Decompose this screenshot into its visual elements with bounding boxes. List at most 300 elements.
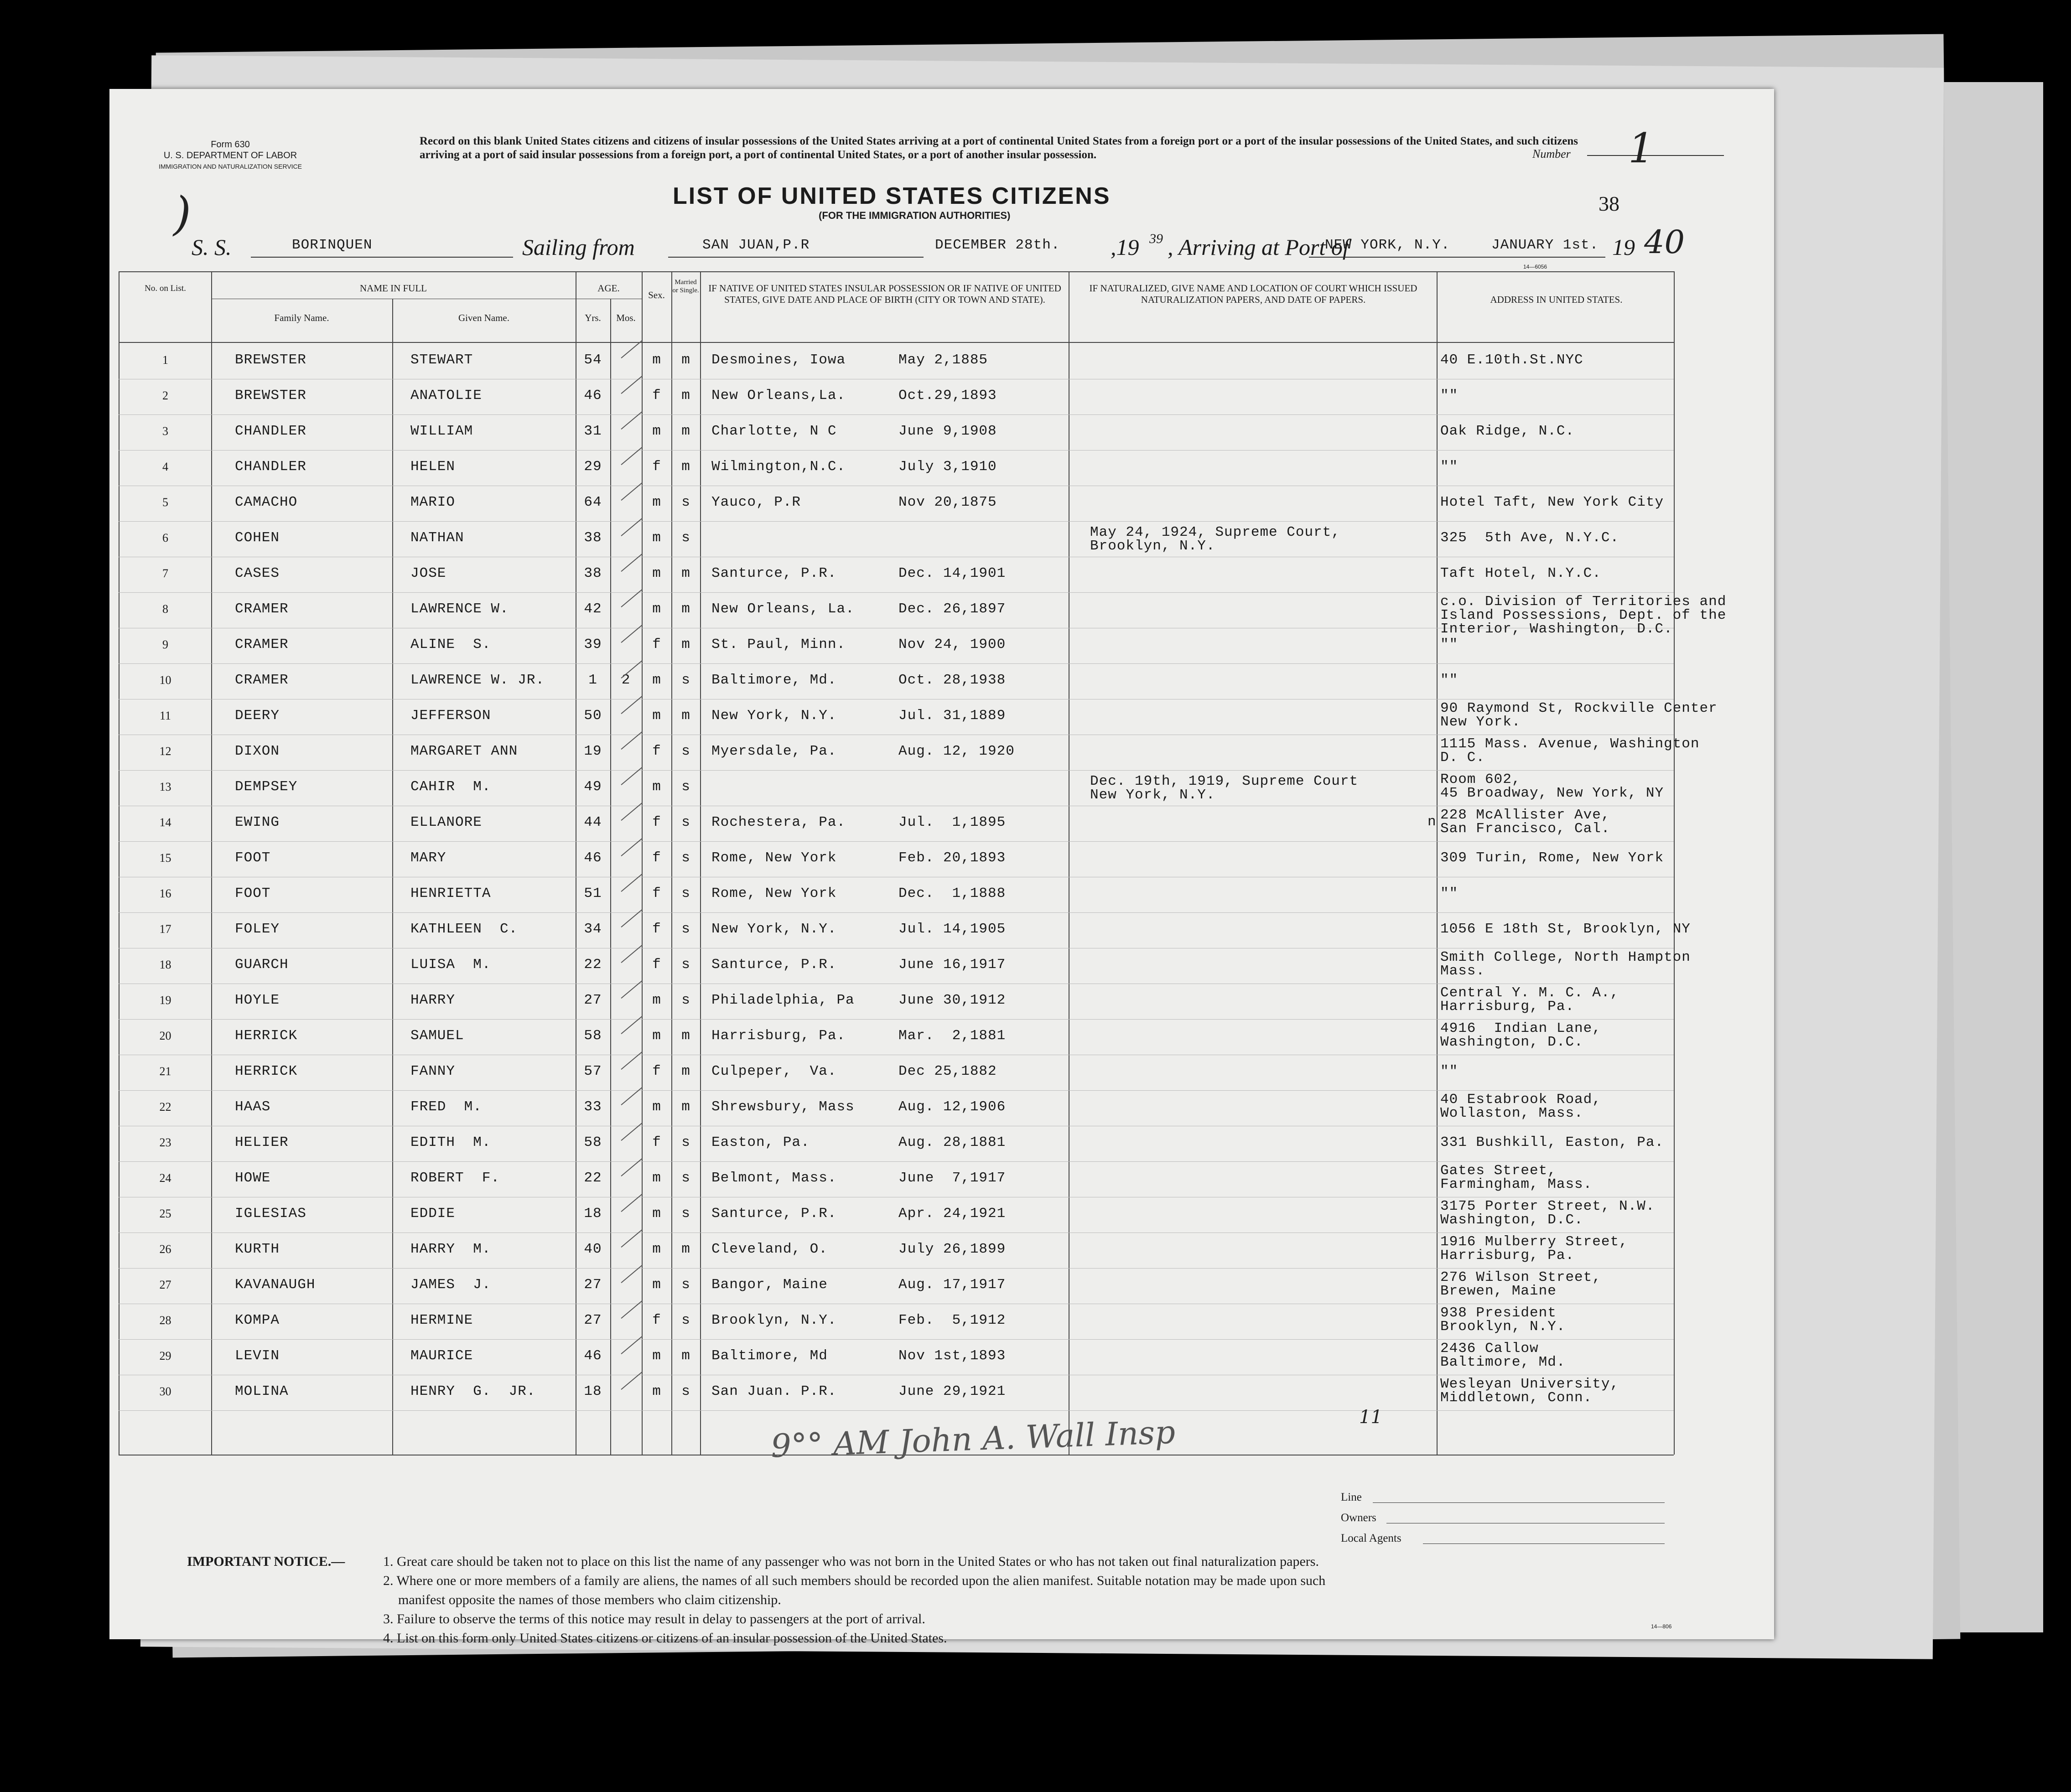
cell-addr: 2436 Callow Baltimore, Md. [1440,1341,1566,1370]
cell-yrs: 58 [584,1028,602,1044]
check-tick [621,945,642,963]
header-family-name: Family Name. [274,312,329,323]
header-bottom-rule [119,342,1674,343]
cell-addr: Gates Street, Farmingham, Mass. [1440,1163,1593,1192]
cell-given: HENRY G. JR. [410,1383,536,1399]
cell-ms: s [681,672,690,688]
col-rule [671,271,672,1455]
cell-sex: f [652,886,661,901]
cell-family: GUARCH [235,957,289,973]
cell-sex: m [652,494,661,510]
cell-no: 10 [159,673,171,687]
cell-family: KAVANAUGH [235,1277,316,1293]
cell-date: June 29,1921 [898,1383,1006,1399]
cell-yrs: 27 [584,1277,602,1293]
cell-nat: May 24, 1924, Supreme Court, Brooklyn, N.Y. [1090,524,1340,554]
cell-family: KURTH [235,1241,280,1257]
cell-no: 3 [162,425,168,438]
agents-underline [1423,1543,1665,1544]
cell-family: FOLEY [235,921,280,937]
row-rule [119,1410,1674,1411]
check-tick [621,838,642,856]
row-rule [119,414,1674,415]
cell-ms: m [681,1348,690,1364]
cell-place: St. Paul, Minn. [711,637,846,653]
check-tick [621,1016,642,1034]
cell-family: DIXON [235,743,280,759]
cell-no: 5 [162,496,168,509]
header-address: ADDRESS IN UNITED STATES. [1490,294,1623,305]
cell-ms: s [681,1170,690,1186]
cell-given: KATHLEEN C. [410,921,518,937]
check-tick [621,1194,642,1212]
cell-sex: m [652,601,661,617]
cell-date: Jul. 14,1905 [898,921,1006,937]
cell-date: Aug. 28,1881 [898,1134,1006,1150]
row-rule [119,663,1674,664]
cell-addr: 40 Estabrook Road, Wollaston, Mass. [1440,1092,1601,1121]
cell-ms: s [681,850,690,866]
row-rule [119,521,1674,522]
cell-family: CRAMER [235,601,289,617]
cell-date: Aug. 12,1906 [898,1099,1006,1115]
cell-sex: m [652,1206,661,1222]
cell-no: 16 [159,887,171,900]
check-tick [621,554,642,572]
cell-date: Nov 1st,1893 [898,1348,1006,1364]
cell-no: 22 [159,1100,171,1114]
number-label: Number [1532,147,1571,161]
cell-place: Belmont, Mass. [711,1170,837,1186]
cell-sex: m [652,708,661,724]
row-rule [119,592,1674,593]
cell-place: Culpeper, Va. [711,1063,837,1079]
row-rule [119,1090,1674,1091]
cell-addr: Room 602, 45 Broadway, New York, NY [1440,772,1664,801]
cell-given: HARRY [410,992,456,1008]
cell-yrs: 57 [584,1063,602,1079]
cell-yrs: 46 [584,1348,602,1364]
cell-given: FRED M. [410,1099,482,1115]
col-rule [211,271,212,1455]
cell-sex: f [652,637,661,653]
cell-no: 4 [162,460,168,473]
cell-sex: m [652,992,661,1008]
cell-date: Oct.29,1893 [898,388,997,404]
cell-ms: s [681,992,690,1008]
cell-given: HARRY M. [410,1241,491,1257]
cell-family: BREWSTER [235,352,306,368]
check-tick [621,1229,642,1248]
check-tick [621,625,642,643]
cell-place: San Juan. P.R. [711,1383,837,1399]
cell-yrs: 46 [584,388,602,404]
cell-given: STEWART [410,352,473,368]
check-tick [621,589,642,607]
header-mos: Mos. [616,312,636,323]
cell-given: CAHIR M. [410,779,491,795]
cell-addr: c.o. Division of Territories and Island Possessions, Dept. of the Interior, Washington, D.C. [1440,594,1727,637]
cell-place: Shrewsbury, Mass [711,1099,855,1115]
cell-addr: 325 5th Ave, N.Y.C. [1440,530,1619,546]
cell-addr: Taft Hotel, N.Y.C. [1440,565,1601,581]
cell-family: HAAS [235,1099,271,1115]
cell-addr: 1115 Mass. Avenue, Washington D. C. [1440,736,1700,766]
ship-underline [251,257,513,258]
check-tick [621,803,642,821]
inspector-signature: 9°° AM John A. Wall Insp [770,1413,1176,1465]
cell-date: Dec. 1,1888 [898,886,1006,901]
cell-sex: f [652,814,661,830]
cell-given: WILLIAM [410,423,473,439]
cell-ms: m [681,708,690,724]
sailing-port: SAN JUAN,P.R [702,237,810,253]
cell-date: Dec. 14,1901 [898,565,1006,581]
notice-2b: manifest opposite the names of those members who claim citizenship. [398,1592,781,1607]
row-rule [119,841,1674,842]
arrival-port: NEW YORK, N.Y. [1325,237,1450,253]
cell-ms: s [681,921,690,937]
check-tick [621,980,642,999]
cell-place: Baltimore, Md. [711,672,837,688]
cell-no: 6 [162,531,168,544]
header-age: AGE. [597,283,620,294]
number-underline [1587,155,1724,156]
arrival-date: JANUARY 1st. [1491,237,1599,253]
cell-addr: Hotel Taft, New York City [1440,494,1664,510]
cell-yrs: 44 [584,814,602,830]
col-rule [1437,271,1438,1455]
cell-sex: f [652,743,661,759]
cell-given: MARGARET ANN [410,743,518,759]
cell-no: 9 [162,638,168,651]
cell-date: Dec 25,1882 [898,1063,997,1079]
cell-given: ROBERT F. [410,1170,500,1186]
cell-family: CHANDLER [235,423,306,439]
cell-ms: s [681,886,690,901]
cell-sex: m [652,1028,661,1044]
cell-ms: s [681,1277,690,1293]
cell-sex: m [652,352,661,368]
check-tick [621,1372,642,1390]
cell-date: Aug. 12, 1920 [898,743,1015,759]
cell-yrs: 33 [584,1099,602,1115]
cell-ms: s [681,1134,690,1150]
cell-sex: f [652,1312,661,1328]
cell-sex: m [652,1099,661,1115]
cell-ms: s [681,1312,690,1328]
cell-addr: 228 McAllister Ave, San Francisco, Cal. [1440,807,1610,837]
cell-sex: m [652,565,661,581]
cell-addr: 276 Wilson Street, Brewen, Maine [1440,1269,1601,1299]
cell-yrs: 29 [584,459,602,475]
cell-date: June 7,1917 [898,1170,1006,1186]
cell-sex: f [652,957,661,973]
cell-yrs: 50 [584,708,602,724]
cell-given: ALINE S. [410,637,491,653]
cell-yrs: 40 [584,1241,602,1257]
cell-date: Jul. 1,1895 [898,814,1006,830]
cell-addr: 3175 Porter Street, N.W. Washington, D.C. [1440,1198,1655,1228]
header-yrs: Yrs. [585,312,601,323]
n-mark: n [1427,814,1437,830]
cell-family: DEERY [235,708,280,724]
cell-no: 14 [159,816,171,829]
cell-place: Rochestera, Pa. [711,814,846,830]
cell-addr: 309 Turin, Rome, New York [1440,850,1664,866]
cell-ms: m [681,459,690,475]
cell-addr: 938 President Brooklyn, N.Y. [1440,1305,1566,1335]
cell-given: MARY [410,850,446,866]
sailing-from-label: Sailing from [522,234,635,260]
tiny-code: 14—6056 [1523,264,1547,270]
check-tick [621,696,642,714]
cell-family: CAMACHO [235,494,298,510]
cell-date: Aug. 17,1917 [898,1277,1006,1293]
cell-no: 8 [162,602,168,616]
cell-ms: s [681,1206,690,1222]
cell-addr: "" [1440,1063,1459,1079]
cell-yrs: 1 [588,672,597,688]
cell-family: MOLINA [235,1383,289,1399]
cell-place: New York, N.Y. [711,921,837,937]
cell-no: 27 [159,1278,171,1291]
cell-no: 1 [162,353,168,367]
cell-place: Baltimore, Md [711,1348,828,1364]
cell-no: 29 [159,1349,171,1362]
cell-place: Rome, New York [711,886,837,901]
cell-sex: f [652,459,661,475]
sailing-date: DECEMBER 28th. [935,237,1060,253]
check-tick [621,1265,642,1283]
cell-no: 20 [159,1029,171,1042]
cell-place: Harrisburg, Pa. [711,1028,846,1044]
cell-date: Jul. 31,1889 [898,708,1006,724]
header-birth: IF NATIVE OF UNITED STATES INSULAR POSSESSION OR IF NATIVE OF UNITED STATES, GIVE DATE AND PLACE OF BIRTH (CITY OR TOWN AND STATE). [708,283,1061,305]
cell-family: COHEN [235,530,280,546]
cell-place: Santurce, P.R. [711,565,837,581]
cell-date: Feb. 20,1893 [898,850,1006,866]
ship-name: BORINQUEN [292,237,373,253]
cell-no: 7 [162,567,168,580]
cell-yrs: 38 [584,565,602,581]
margin-mark: ) [173,187,192,240]
cell-ms: m [681,637,690,653]
cell-no: 19 [159,994,171,1007]
cell-place: Santurce, P.R. [711,1206,837,1222]
cell-family: CASES [235,565,280,581]
cell-ms: s [681,1383,690,1399]
cell-family: CRAMER [235,672,289,688]
cell-family: HOYLE [235,992,280,1008]
header-name-in-full: NAME IN FULL [360,283,427,294]
ss-label: S. S. [192,234,232,260]
cell-mos: 2 [621,672,631,688]
row-rule [119,450,1674,451]
cell-yrs: 27 [584,992,602,1008]
cell-place: Wilmington,N.C. [711,459,846,475]
cell-sex: f [652,388,661,404]
record-instructions: Record on this blank United States citizens and citizens of insular possessions of the United States arriving at a port of continental United States from a foreign port or a port of the insular possessions of the United States, and such citizens arriving at a port of said insular possessions from a foreign port, a port of continental United States, or a port of another insular possession. [420,135,1578,161]
department: U. S. DEPARTMENT OF LABOR [163,150,297,161]
notice-1: 1. Great care should be taken not to place on this list the name of any passenger who was not born in the United States or who has not taken out final naturalization papers. [383,1554,1319,1569]
cell-date: Nov 20,1875 [898,494,997,510]
cell-given: EDDIE [410,1206,456,1222]
cell-place: Easton, Pa. [711,1134,810,1150]
cell-family: IGLESIAS [235,1206,306,1222]
cell-addr: Oak Ridge, N.C. [1440,423,1575,439]
cell-family: FOOT [235,886,271,901]
notice-3: 3. Failure to observe the terms of this notice may result in delay to passengers at the port of arrival. [383,1611,925,1626]
cell-place: Rome, New York [711,850,837,866]
footer-code: 14—806 [1651,1623,1672,1630]
notice-title: IMPORTANT NOTICE.— [187,1554,345,1569]
page-subtitle: (FOR THE IMMIGRATION AUTHORITIES) [819,210,1011,221]
cell-yrs: 19 [584,743,602,759]
check-tick [621,376,642,394]
cell-addr: 4916 Indian Lane, Washington, D.C. [1440,1020,1601,1050]
cell-addr: Wesleyan University, Middletown, Conn. [1440,1376,1619,1406]
header-sex: Sex. [648,290,665,300]
cell-date: Nov 24, 1900 [898,637,1006,653]
cell-sex: m [652,1383,661,1399]
cell-sex: m [652,1170,661,1186]
cell-yrs: 54 [584,352,602,368]
cell-sex: m [652,530,661,546]
form-identifier [155,139,306,172]
cell-given: LAWRENCE W. [410,601,509,617]
cell-given: HELEN [410,459,456,475]
cell-addr: "" [1440,459,1459,475]
cell-place: New York, N.Y. [711,708,837,724]
col-rule [700,271,701,1455]
cell-place: Brooklyn, N.Y. [711,1312,837,1328]
notice-2a: 2. Where one or more members of a family are aliens, the names of all such members should be recorded upon the alien manifest. Suitable notation may be made upon such [383,1573,1326,1588]
check-tick [621,1087,642,1105]
cell-no: 21 [159,1065,171,1078]
notice-4: 4. List on this form only United States citizens or citizens of an insular possession of the United States. [383,1631,947,1646]
cell-family: BREWSTER [235,388,306,404]
cell-ms: s [681,957,690,973]
cell-addr: 1916 Mulberry Street, Harrisburg, Pa. [1440,1234,1628,1264]
cell-given: LAWRENCE W. JR. [410,672,545,688]
line-label: Line [1341,1491,1362,1503]
page-title: LIST OF UNITED STATES CITIZENS [673,183,1111,209]
cell-sex: f [652,1063,661,1079]
cell-given: NATHAN [410,530,464,546]
cell-given: HENRIETTA [410,886,491,901]
check-tick [621,1158,642,1176]
cell-addr: 1056 E 18th St, Brooklyn, NY [1440,921,1691,937]
cell-ms: s [681,530,690,546]
cell-yrs: 42 [584,601,602,617]
cell-yrs: 39 [584,637,602,653]
cell-family: HERRICK [235,1063,298,1079]
page-stamp: 38 [1599,192,1619,215]
cell-family: FOOT [235,850,271,866]
cell-yrs: 18 [584,1206,602,1222]
owners-label: Owners [1341,1512,1376,1524]
cell-ms: s [681,494,690,510]
cell-date: May 2,1885 [898,352,988,368]
cell-place: Philadelphia, Pa [711,992,855,1008]
sailing-year: 39 [1149,231,1163,246]
cell-addr: 40 E.10th.St.NYC [1440,352,1583,368]
cell-family: CRAMER [235,637,289,653]
cell-no: 12 [159,745,171,758]
cell-family: HELIER [235,1134,289,1150]
form-number: Form 630 [211,140,250,150]
cell-place: Yauco, P.R [711,494,801,510]
header-given-name: Given Name. [458,312,509,323]
cell-ms: s [681,779,690,795]
cell-family: DEMPSEY [235,779,298,795]
check-tick [621,1051,642,1070]
cell-date: Oct. 28,1938 [898,672,1006,688]
cell-given: EDITH M. [410,1134,491,1150]
cell-yrs: 46 [584,850,602,866]
cell-yrs: 27 [584,1312,602,1328]
cell-ms: m [681,423,690,439]
cell-date: Dec. 26,1897 [898,601,1006,617]
cell-given: ANATOLIE [410,388,482,404]
cell-sex: m [652,672,661,688]
cell-ms: s [681,814,690,830]
cell-family: CHANDLER [235,459,306,475]
cell-family: KOMPA [235,1312,280,1328]
service: IMMIGRATION AND NATURALIZATION SERVICE [159,163,302,170]
arrival-year: 40 [1644,223,1685,261]
cell-yrs: 22 [584,957,602,973]
cell-given: JAMES J. [410,1277,491,1293]
table-top-rule [119,271,1674,272]
cell-ms: m [681,1063,690,1079]
cell-no: 2 [162,389,168,402]
cell-date: July 26,1899 [898,1241,1006,1257]
cell-no: 30 [159,1385,171,1398]
row-rule [119,770,1674,771]
cell-ms: m [681,1241,690,1257]
cell-given: SAMUEL [410,1028,464,1044]
cell-sex: m [652,1277,661,1293]
check-tick [621,518,642,536]
check-tick [621,1336,642,1354]
cell-given: JEFFERSON [410,708,491,724]
agents-label: Local Agents [1341,1532,1401,1544]
cell-place: Santurce, P.R. [711,957,837,973]
cell-ms: s [681,743,690,759]
cell-yrs: 31 [584,423,602,439]
cell-addr: "" [1440,672,1459,688]
cell-no: 26 [159,1243,171,1256]
check-tick [621,909,642,927]
cell-no: 18 [159,958,171,971]
cell-addr: "" [1440,886,1459,901]
row-rule [119,1019,1674,1020]
cell-no: 24 [159,1171,171,1185]
cell-no: 15 [159,851,171,865]
row-rule [119,1339,1674,1340]
cell-place: Desmoines, Iowa [711,352,846,368]
cell-addr: 331 Bushkill, Easton, Pa. [1440,1134,1664,1150]
check-tick [621,731,642,750]
cell-addr: Smith College, North Hampton Mass. [1440,949,1691,979]
col-rule [642,271,643,1455]
cell-date: June 16,1917 [898,957,1006,973]
cell-yrs: 64 [584,494,602,510]
cell-place: Bangor, Maine [711,1277,828,1293]
cell-no: 13 [159,780,171,793]
